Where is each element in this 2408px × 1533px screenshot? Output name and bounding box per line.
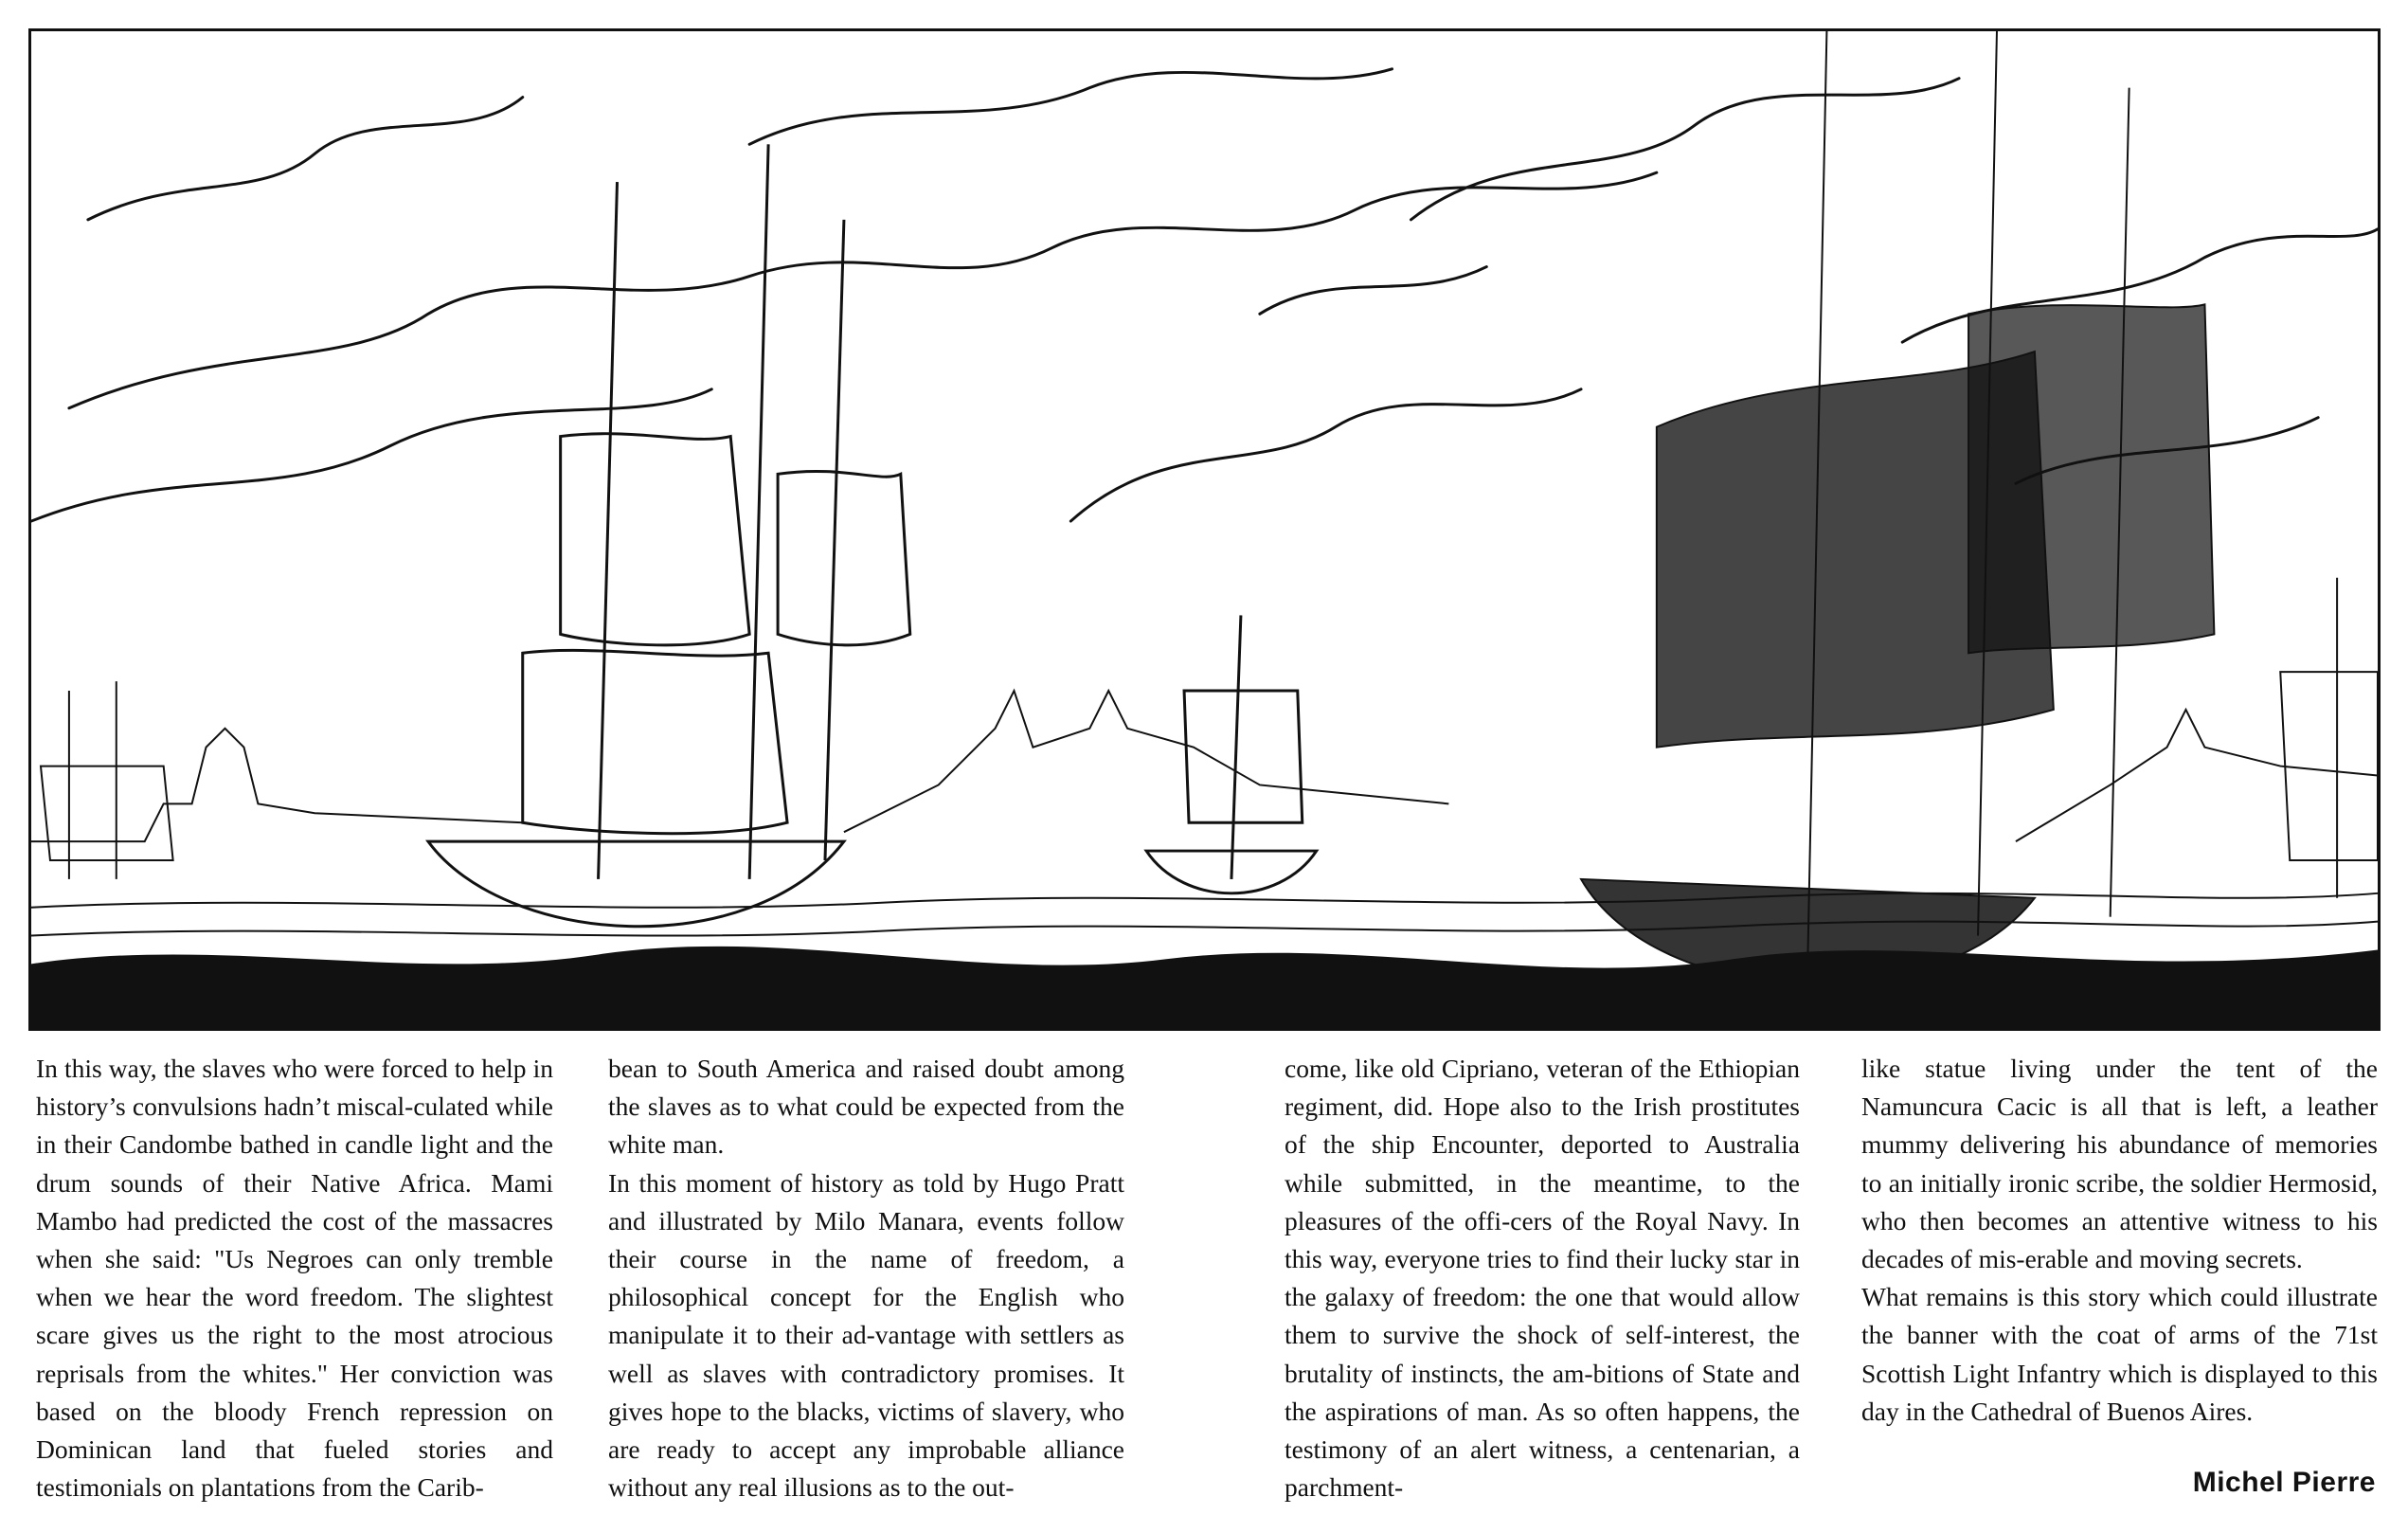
sea-waves: [31, 947, 2378, 1028]
article-column-3: come, like old Cipriano, veteran of the Ethiopian regiment, did. Hope also to the Irish prostitutes of the ship Encounter, deported to Australia while submitted, in the meantime, to the pleasures of the offi-cers of the Royal Navy. In this way, everyone tries to find their lucky star in the galaxy of freedom: the one that would allow them to survive the shock of self-interest, the brutality of instincts, the am-bitions of State and the aspirations of man. As so often happens, the testimony of an alert witness, a centenarian, a parchment-: [1285, 1054, 1800, 1503]
naval-battle-illustration: [28, 28, 2381, 1031]
illustration-drawing: [31, 31, 2378, 1028]
ship-center: [1146, 615, 1317, 893]
article-column-1: In this way, the slaves who were forced to help in history’s convulsions hadn’t miscal-culated while in their Candombe bathed in candle light and the drum sounds of their Native Africa. Mami Mambo had predicted the cost of the massacres when she said: "Us Negroes can only tremble when we hear the word freedom. The slightest scare gives us the right to the most atrocious reprisals from the whites." Her conviction was based on the bloody French repression on Dominican land that fueled stories and testimonials on plantations from the Carib-: [36, 1054, 553, 1503]
article-column-4: like statue living under the tent of the Namuncura Cacic is all that is left, a leather mummy delivering his abundance of memories to an initially ironic scribe, the soldier Hermosid, who then becomes an attentive witness to his decades of mis-erable and moving secrets. What remains is this story which could illustrate the banner with the coat of arms of the 71st Scottish Light Infantry which is displayed to this day in the Cathedral of Buenos Aires.: [1861, 1054, 2378, 1426]
author-signature: Michel Pierre: [2192, 1467, 2376, 1498]
article-column-2: bean to South America and raised doubt among the slaves as to what could be expected from the white man. In this moment of history as told by Hugo Pratt and illustrated by Milo Manara, events follow their course in the name of freedom, a philosophical concept for the English who manipulate it to their ad-vantage with settlers as well as slaves with contradictory promises. It gives hope to the blacks, victims of slavery, who are ready to accept any improbable alliance without any real illusions as to the out-: [608, 1054, 1124, 1503]
ship-right: [1581, 31, 2214, 984]
